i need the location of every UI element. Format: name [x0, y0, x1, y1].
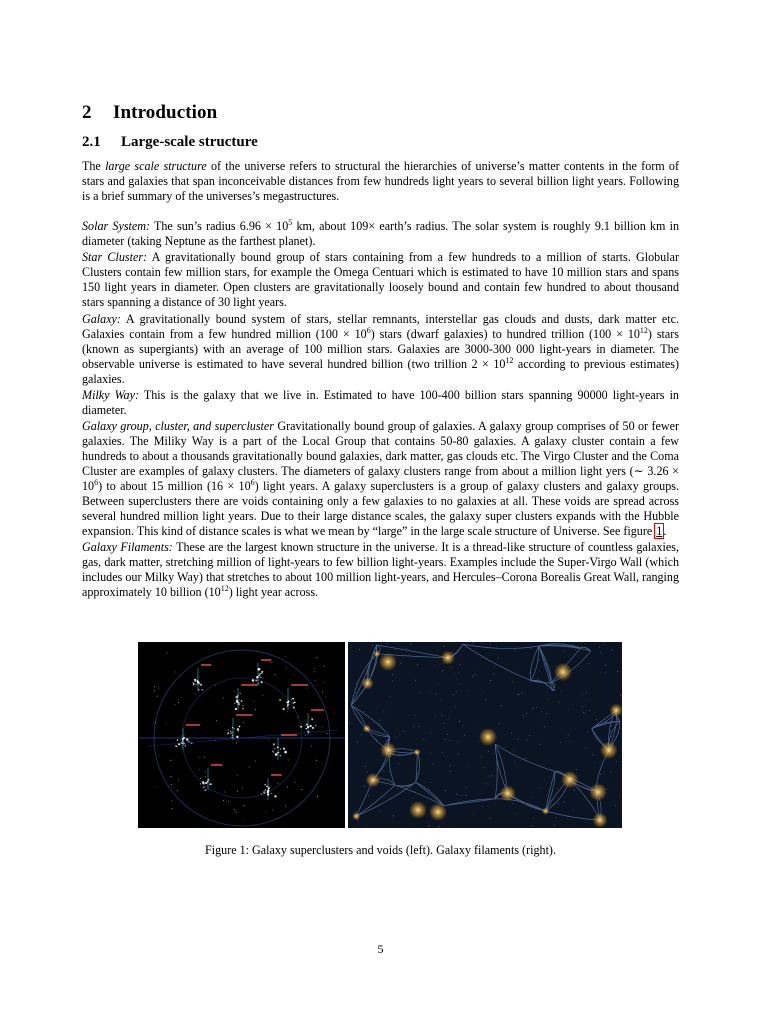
superclusters-map-drawing	[138, 642, 345, 828]
intro-paragraph: The large scale structure of the universe refers to structural the hierarchies of universe’s matter contents in the form of stars and galaxies that span inconceivable distances from few hundreds light years to several billion light years. Following is a brief summary of the universes’s megastructures.	[82, 159, 680, 203]
definition-galaxy-filaments: Galaxy Filaments: These are the largest known structure in the universe. It is a thread-like structure of countless galaxies, gas, dark matter, stretching million of light-years to few billion light-years. Examples include the Super-Virgo Wall (which includes our Milky Way) that stretches to about 100 million light-years, and Hercules–Corona Borealis Great Wall, ranging approximately 10 billion $(10^{12})$ light year across.	[82, 540, 679, 600]
figure-reference-link[interactable]: 1	[656, 524, 663, 539]
subsection-number: 2.1	[82, 134, 101, 150]
emphasis: large scale structure	[105, 159, 207, 173]
term: Star Cluster:	[82, 250, 148, 265]
section-title: Introduction	[113, 102, 218, 123]
definition-milky-way: Milky Way: This is the galaxy that we live in. Estimated to have 100-400 billion stars spanning 90000 light-years in diameter.	[82, 387, 679, 417]
definition-star-cluster: Star Cluster: A gravitationally bound group of stars containing from a few hundreds to a million of starts. Globular Clusters contain few million stars, for example the Omega Centuari which is estimated to have 10 million stars and spans 150 light years in diameter. Open clusters are gravitationally loosely bound and contain few hundred to about thousand stars spanning a distance of 30 light years.	[82, 250, 679, 310]
superclusters-map-image	[138, 642, 345, 828]
term: Galaxy:	[82, 311, 121, 326]
subsection-title: Large-scale structure	[121, 134, 258, 150]
figure-caption: Figure 1: Galaxy superclusters and voids (left). Galaxy filaments (right).	[205, 843, 556, 857]
term: Milky Way:	[82, 387, 139, 402]
page-number: 5	[377, 942, 384, 956]
definitions-list	[82, 219, 679, 602]
figure-1	[138, 642, 622, 828]
section-heading	[82, 102, 217, 124]
definition-solar-system: Solar System: The sun’s radius $6.96 \times 10^5$ km, about 109× earth’s radius. The solar system is roughly 9.1 billion km in diameter (taking Neptune as the farthest planet).	[82, 217, 679, 248]
section-number: 2	[82, 102, 92, 123]
definition-galaxy: Galaxy: A gravitationally bound system of stars, stellar remnants, interstellar gas clouds and dusts, dark matter etc. Galaxies contain from a few hundred million $(100 \times 10^6)$ stars (dwarf galaxies) to hundred trillion $(100 \times 10^{12})$ stars (known as supergiants) with an average of 100 million stars. Galaxies are 3000-300 000 light-years in diameter. The observable universe is estimated to have several hundred billion (two trillion $2 \times 10^{12}$ according to previous estimates) galaxies.	[82, 311, 680, 386]
galaxy-filaments-photo	[348, 642, 622, 828]
term: Galaxy group, cluster, and supercluster	[82, 419, 274, 434]
definition-galaxy-group: Galaxy group, cluster, and supercluster Gravitationally bound group of galaxies. A galaxy group comprises of 50 or fewer galaxies. The Miliky Way is a part of the Local Group that contains 50-80 galaxies. A galaxy cluster contain a few hundreds to about a thousands gravitationally bound galaxies, dark matter, gas clouds etc. The Virgo Cluster and the Coma Cluster are examples of galaxy clusters. The diameters of galaxy clusters range from about a million light yers (∼ $3.26 \times 10^6$) to about 15 million $(16 \times 10^6)$ light years. A galaxy superclusters is a group of galaxy clusters and galaxy groups. Between superclusters there are voids containing only a few galaxies to no galaxies at all. These voids are spread across several hundred million light years. Due to their large distance scales, the galaxy super clusters expands with the Hubble expansion. This kind of distance scales is what we mean by “large” in the large scale structure of Universe. See figure 1.	[82, 419, 679, 539]
term: Solar System:	[82, 219, 151, 233]
term: Galaxy Filaments:	[82, 540, 173, 555]
filaments-drawing	[348, 642, 622, 828]
subsection-heading	[82, 134, 258, 151]
